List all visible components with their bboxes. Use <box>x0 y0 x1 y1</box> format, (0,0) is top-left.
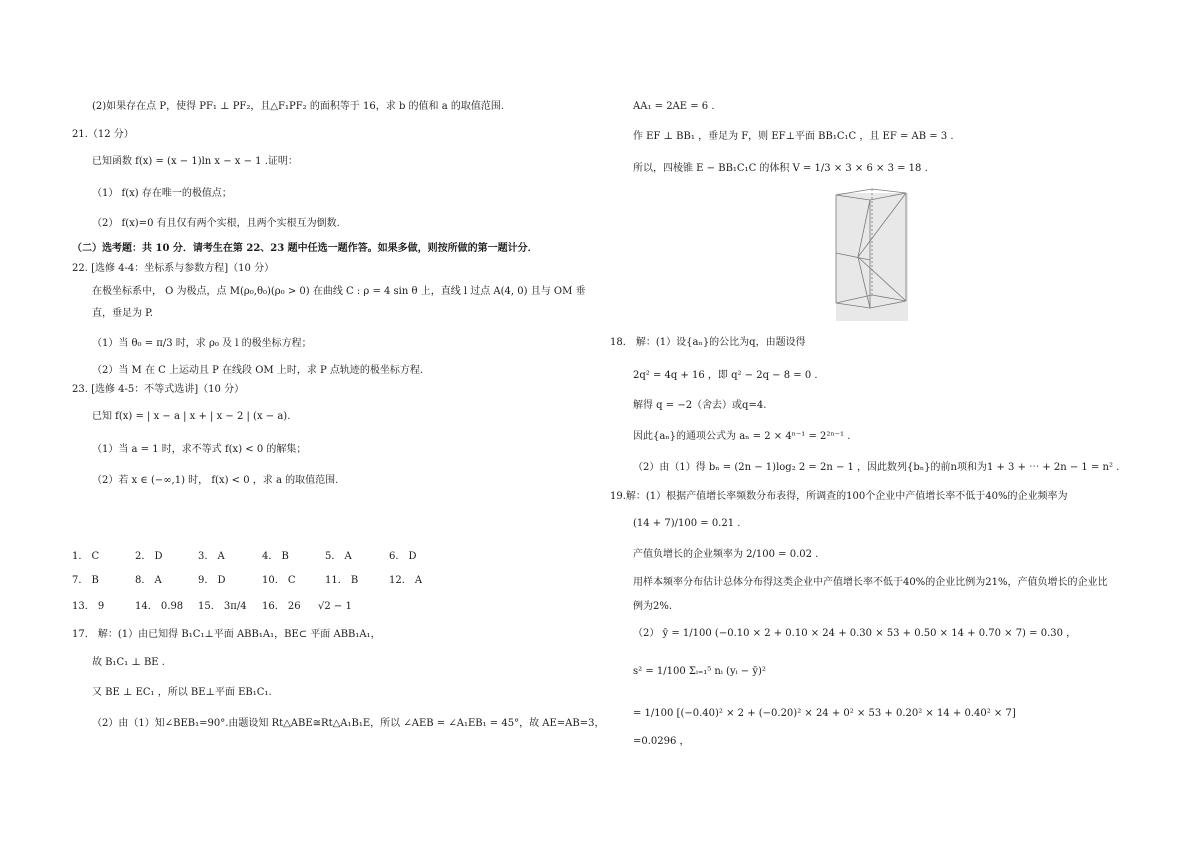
sol17-line7: 所以，四棱锥 E − BB₁C₁C 的体积 V = 1/3 × 3 × 6 × 3 = 18 . <box>633 163 928 174</box>
answer-12: 12． A <box>389 575 423 586</box>
answer-16a: 16． 26 <box>262 601 301 612</box>
q21-heading: 21.（12 分） <box>72 129 134 140</box>
answer-7: 7． B <box>72 575 99 586</box>
sol18-line3: 解得 q = −2（舍去）或q=4. <box>633 400 767 411</box>
sol19-line6: （2） ȳ = 1/100 (−0.10 × 2 + 0.10 × 24 + 0.30 × 53 + 0.50 × 14 + 0.70 × 7) = 0.30 ， <box>633 628 1077 639</box>
q23-heading: 23. [选修 4-5：不等式选讲]（10 分） <box>72 384 245 395</box>
q22-stem-line1: 在极坐标系中， O 为极点，点 M(ρ₀,θ₀)(ρ₀ > 0) 在曲线 C : ρ = 4 sin θ 上，直线 l 过点 A(4, 0) 且与 OM 垂 <box>92 286 586 297</box>
sol19-line8: = 1/100 [(−0.40)² × 2 + (−0.20)² × 24 + 0² × 53 + 0.20² × 14 + 0.40² × 7] <box>633 708 1016 719</box>
sol17-line1: 17． 解：(1）由已知得 B₁C₁⊥平面 ABB₁A₁，BE⊂ 平面 ABB₁A₁， <box>72 629 381 640</box>
q23-part2: （2）若 x ∈ (−∞,1) 时， f(x) < 0 ，求 a 的取值范围. <box>92 475 339 486</box>
sol19-line9: =0.0296 ， <box>633 736 690 747</box>
q20-part2: (2)如果存在点 P，使得 PF₁ ⊥ PF₂，且△F₁PF₂ 的面积等于 16，求 b 的值和 a 的取值范围. <box>92 101 505 112</box>
sol19-line5: 例为2%. <box>633 601 673 612</box>
answer-1: 1． C <box>72 551 100 562</box>
sol19-line2: (14 + 7)/100 = 0.21 . <box>633 518 741 529</box>
q21-part1: （1） f(x) 存在唯一的极值点； <box>92 188 232 199</box>
q23-part1: （1）当 a = 1 时，求不等式 f(x) < 0 的解集； <box>92 444 307 455</box>
q22-heading: 22. [选修 4-4：坐标系与参数方程]（10 分） <box>72 263 275 274</box>
sol17-line3: 又 BE ⊥ EC₁ ，所以 BE⊥平面 EB₁C₁. <box>92 687 272 698</box>
answer-3: 3． A <box>198 551 225 562</box>
q23-stem: 已知 f(x) = | x − a | x + | x − 2 | (x − a). <box>92 411 291 422</box>
answer-9: 9． D <box>198 575 226 586</box>
sol17-line5: AA₁ = 2AE = 6 . <box>633 101 715 112</box>
answer-8: 8． A <box>135 575 162 586</box>
answer-2: 2． D <box>135 551 163 562</box>
answer-15: 15． 3π/4 <box>198 601 247 612</box>
answer-10: 10． C <box>262 575 296 586</box>
sol18-line4: 因此{aₙ}的通项公式为 aₙ = 2 × 4ⁿ⁻¹ = 2²ⁿ⁻¹ . <box>633 431 851 442</box>
q22-stem-line2: 直，垂足为 P. <box>92 308 154 319</box>
sol17-line2: 故 B₁C₁ ⊥ BE . <box>92 657 165 668</box>
answer-16b: √2 − 1 <box>318 601 352 612</box>
answer-14: 14． 0.98 <box>135 601 184 612</box>
sol18-line1: 18． 解：(1）设{aₙ}的公比为q，由题设得 <box>610 337 806 348</box>
sol19-line4: 用样本频率分布估计总体分布得这类企业中产值增长率不低于40%的企业比例为21%，产值负增长的企业比 <box>633 577 1108 588</box>
answer-6: 6． D <box>389 551 417 562</box>
q21-stem: 已知函数 f(x) = (x − 1)ln x − x − 1 .证明： <box>92 156 298 167</box>
sol19-line3: 产值负增长的企业频率为 2/100 = 0.02 . <box>633 549 819 560</box>
q22-part1: （1）当 θ₀ = π/3 时，求 ρ₀ 及 l 的极坐标方程； <box>92 338 312 349</box>
elective-heading: （二）选考题：共 10 分．请考生在第 22、23 题中任选一题作答。如果多做，则按所做的第一题计分． <box>72 243 538 254</box>
answer-11: 11． B <box>325 575 359 586</box>
answer-13: 13． 9 <box>72 601 105 612</box>
answer-5: 5． A <box>325 551 352 562</box>
sol17-line4: （2）由（1）知∠BEB₁=90°.由题设知 Rt△ABE≅Rt△A₁B₁E，所以 ∠AEB = ∠A₁EB₁ = 45°，故 AE=AB=3， <box>92 718 605 729</box>
sol17-line6: 作 EF ⊥ BB₁ ，垂足为 F，则 EF⊥平面 BB₁C₁C ，且 EF = AB = 3 . <box>633 131 954 142</box>
sol18-line5: （2）由（1）得 bₙ = (2n − 1)log₂ 2 = 2n − 1 ，因此数列{bₙ}的前n项和为1 + 3 + ⋯ + 2n − 1 = n² . <box>633 462 1120 473</box>
sol18-line2: 2q² = 4q + 16 ，即 q² − 2q − 8 = 0 . <box>633 370 818 381</box>
q21-part2: （2） f(x)=0 有且仅有两个实根，且两个实根互为倒数. <box>92 218 340 229</box>
sol19-line7: s² = 1/100 Σᵢ₌₁⁵ nᵢ (yᵢ − ȳ)² <box>633 666 766 677</box>
sol19-line1: 19.解：(1）根据产值增长率频数分布表得，所调查的100个企业中产值增长率不低于40%的企业频率为 <box>610 491 1068 502</box>
q22-part2: （2）当 M 在 C 上运动且 P 在线段 OM 上时，求 P 点轨迹的极坐标方程. <box>92 365 424 376</box>
prism-figure <box>822 183 914 328</box>
answer-4: 4． B <box>262 551 289 562</box>
